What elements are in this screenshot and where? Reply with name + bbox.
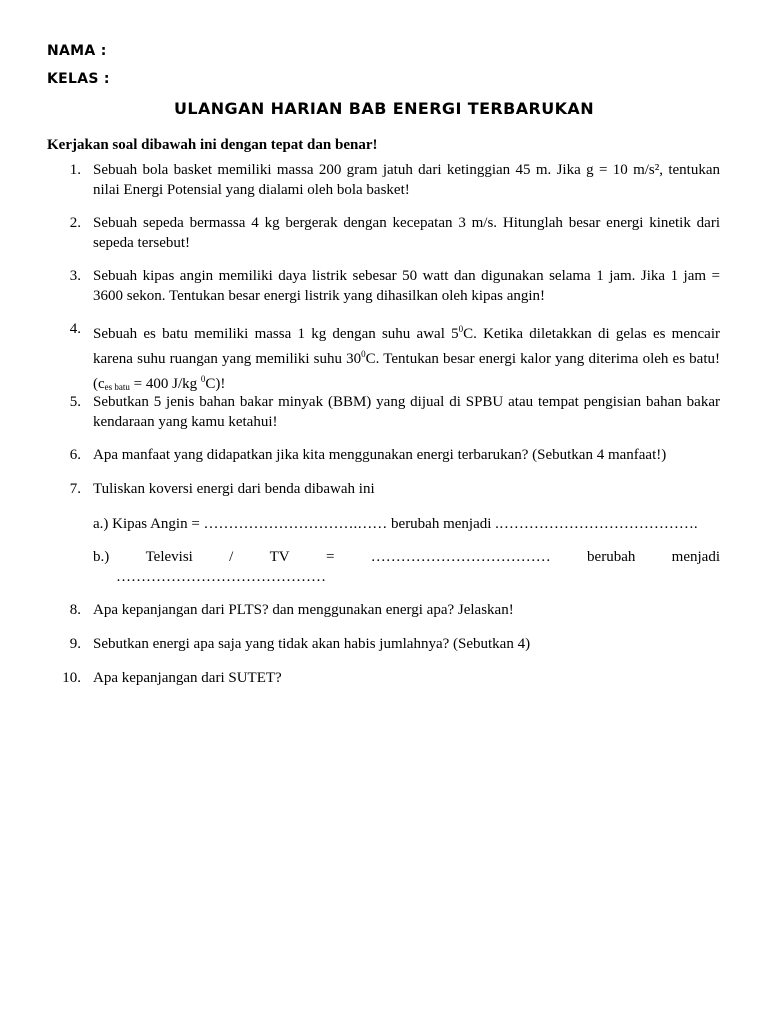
question-text: Apa kepanjangan dari PLTS? dan menggunakan energi apa? Jelaskan! <box>93 602 514 618</box>
question-number: 5. <box>69 394 81 410</box>
question-number: 4. <box>69 321 81 337</box>
question-text: Tuliskan koversi energi dari benda dibawah ini <box>93 481 375 497</box>
question-7-option-b: b.) Televisi / TV = ……………………………… berubah menjadi …………………………………… <box>93 549 720 585</box>
question-number: 8. <box>69 602 81 618</box>
question-text: Apa manfaat yang didapatkan jika kita menggunakan energi terbarukan? (Sebutkan 4 manfaat!) <box>93 447 667 463</box>
question-2 <box>47 213 720 253</box>
question-number: 6. <box>69 447 81 463</box>
kelas-label: KELAS : <box>47 71 110 87</box>
question-10 <box>47 668 720 688</box>
question-number: 7. <box>69 481 81 497</box>
question-number: 3. <box>69 268 81 284</box>
question-9 <box>47 634 720 654</box>
instruction-text: Kerjakan soal dibawah ini dengan tepat dan benar! <box>47 137 378 153</box>
question-text: Sebuah es batu memiliki massa 1 kg dengan suhu awal $5^0C$. Ketika diletakkan di gelas es mencair karena suhu ruangan yang memiliki suhu $30^0C$. Tentukan besar energi kalor yang diterima oleh es batu! ($c_{es batu} = 400$ J/kg $^0$C)! <box>93 324 720 392</box>
page-title: ULANGAN HARIAN BAB ENERGI TERBARUKAN <box>173 99 595 118</box>
question-1 <box>47 160 720 200</box>
question-6 <box>47 445 720 465</box>
question-text: Apa kepanjangan dari SUTET? <box>93 670 282 686</box>
question-text: Sebuah kipas angin memiliki daya listrik sebesar 50 watt dan digunakan selama 1 jam. Jika 1 jam = 3600 sekon. Tentukan besar energi listrik yang dihasilkan oleh kipas angin! <box>93 268 720 304</box>
nama-label: NAMA : <box>47 43 107 59</box>
question-text: Sebutkan energi apa saja yang tidak akan habis jumlahnya? (Sebutkan 4) <box>93 636 531 652</box>
question-number: 10. <box>62 670 81 686</box>
question-8 <box>47 600 720 620</box>
question-text: Sebutkan 5 jenis bahan bakar minyak (BBM) yang dijual di SPBU atau tempat pengisian bahan bakar kendaraan yang kamu ketahui! <box>93 394 720 430</box>
question-number: 2. <box>69 215 81 231</box>
question-3 <box>47 266 720 306</box>
question-7-option-a: a.) Kipas Angin = ………………………….…… berubah menjadi .…………………………………. <box>93 516 698 532</box>
question-number: 9. <box>69 636 81 652</box>
question-4 <box>47 319 720 397</box>
question-number: 1. <box>69 162 81 178</box>
question-text: Sebuah bola basket memiliki massa 200 gram jatuh dari ketinggian 45 m. Jika g = 10 m/s², tentukan nilai Energi Potensial yang dialami oleh bola basket! <box>93 162 720 198</box>
question-text: Sebuah sepeda bermassa 4 kg bergerak dengan kecepatan 3 m/s. Hitunglah besar energi kinetik dari sepeda tersebut! <box>93 215 720 251</box>
question-7 <box>47 479 720 499</box>
question-5 <box>47 392 720 432</box>
